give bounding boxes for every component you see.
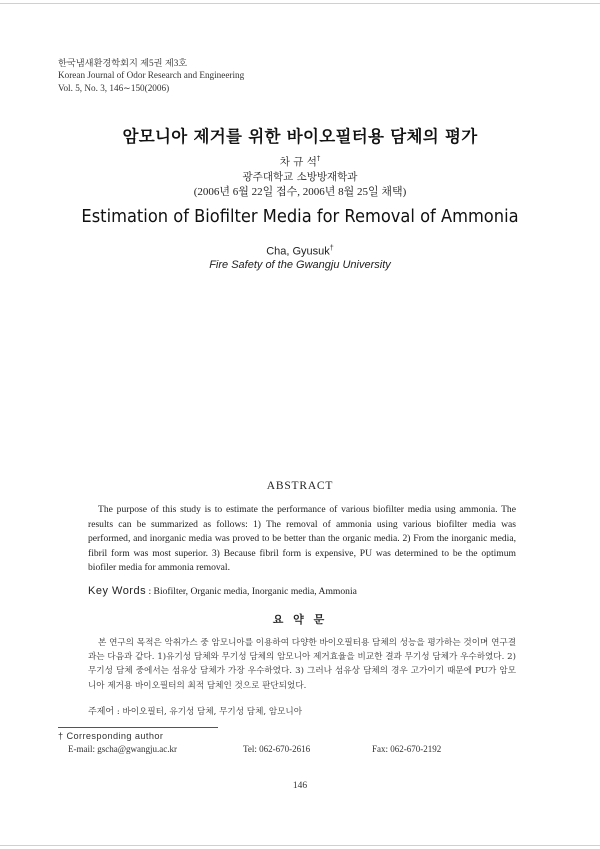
korean-keywords xyxy=(88,704,528,717)
author-ko-name: 차 규 석 xyxy=(279,156,317,168)
top-border xyxy=(0,3,600,4)
keywords-label: Key Words xyxy=(88,585,147,597)
korean-summary-body xyxy=(88,636,516,693)
korean-keywords-list: : 바이오필터, 유기성 담체, 무기성 담체, 암모니아 xyxy=(114,707,303,717)
page-number: 146 xyxy=(292,781,308,791)
journal-name-ko: 한국냄새환경학회지 제5권 제3호 xyxy=(58,58,188,68)
contact-tel: Tel: 062-670-2616 xyxy=(243,744,311,754)
abstract-body xyxy=(88,503,516,576)
footnote-divider xyxy=(58,727,218,728)
paper-title-ko: 암모니아 제거를 위한 바이오필터용 담체의 평가 xyxy=(122,127,478,146)
abstract-heading: ABSTRACT xyxy=(266,480,334,492)
bottom-border xyxy=(0,845,600,846)
author-ko-mark: † xyxy=(316,154,321,163)
keywords xyxy=(88,585,528,597)
korean-keywords-label: 주제어 xyxy=(88,707,115,717)
received-accepted-dates: (2006년 6월 22일 접수, 2006년 8월 25일 채택) xyxy=(193,186,407,198)
keywords-list: : Biofilter, Organic media, Inorganic media, Ammonia xyxy=(146,586,357,597)
contact-email: E-mail: gscha@gwangju.ac.kr xyxy=(68,744,178,754)
author-ko xyxy=(0,154,600,169)
korean-summary-paragraph: 본 연구의 목적은 악취가스 중 암모니아를 이용하여 다양한 바이오필터용 담체의 성능을 평가하는 것이며 연구결과는 다음과 같다. 1)유기성 담체와 무기성 담체의 암모니아 제거효율을 비교한 결과 무기성 담체가 우수하였다. 2) 무기성 담체 중에서는 섬유상 담체가 가장 우수하였다. 3) 그러나 섬유상 담체의 경우 고가이기 때문에 PU가 암모니아 제거용 바이오필터의 최적 담체인 것으로 판단되었다. xyxy=(88,638,516,691)
author-en xyxy=(0,244,600,258)
author-en-name: Cha, Gyusuk xyxy=(266,245,330,258)
abstract-paragraph: The purpose of this study is to estimate the performance of various biofilter media using ammonia. The results can be summarized as follows: 1) The removal of ammonia using various biofilter media was performed, and inorganic media was proved to be better than the organic media. 2) From the inorganic media, fibril form was most superior. 3) Because fibril form is expensive, PU was determined to be the optimum biofiler media for ammonia removal. xyxy=(88,504,516,574)
korean-summary-heading: 요 약 문 xyxy=(272,613,328,626)
journal-header xyxy=(58,57,244,94)
paper-title-en: Estimation of Biofilter Media for Removal of Ammonia xyxy=(81,207,519,227)
journal-volume: Vol. 5, No. 3, 146∼150(2006) xyxy=(58,82,170,93)
journal-name-en: Korean Journal of Odor Research and Engineering xyxy=(58,70,245,81)
affiliation-ko: 광주대학교 소방방재학과 xyxy=(242,171,358,183)
corresponding-author-note: † Corresponding author xyxy=(58,731,164,741)
contact-fax: Fax: 062-670-2192 xyxy=(372,744,442,754)
author-en-mark: † xyxy=(329,244,334,252)
affiliation-en: Fire Safety of the Gwangju University xyxy=(209,259,391,271)
